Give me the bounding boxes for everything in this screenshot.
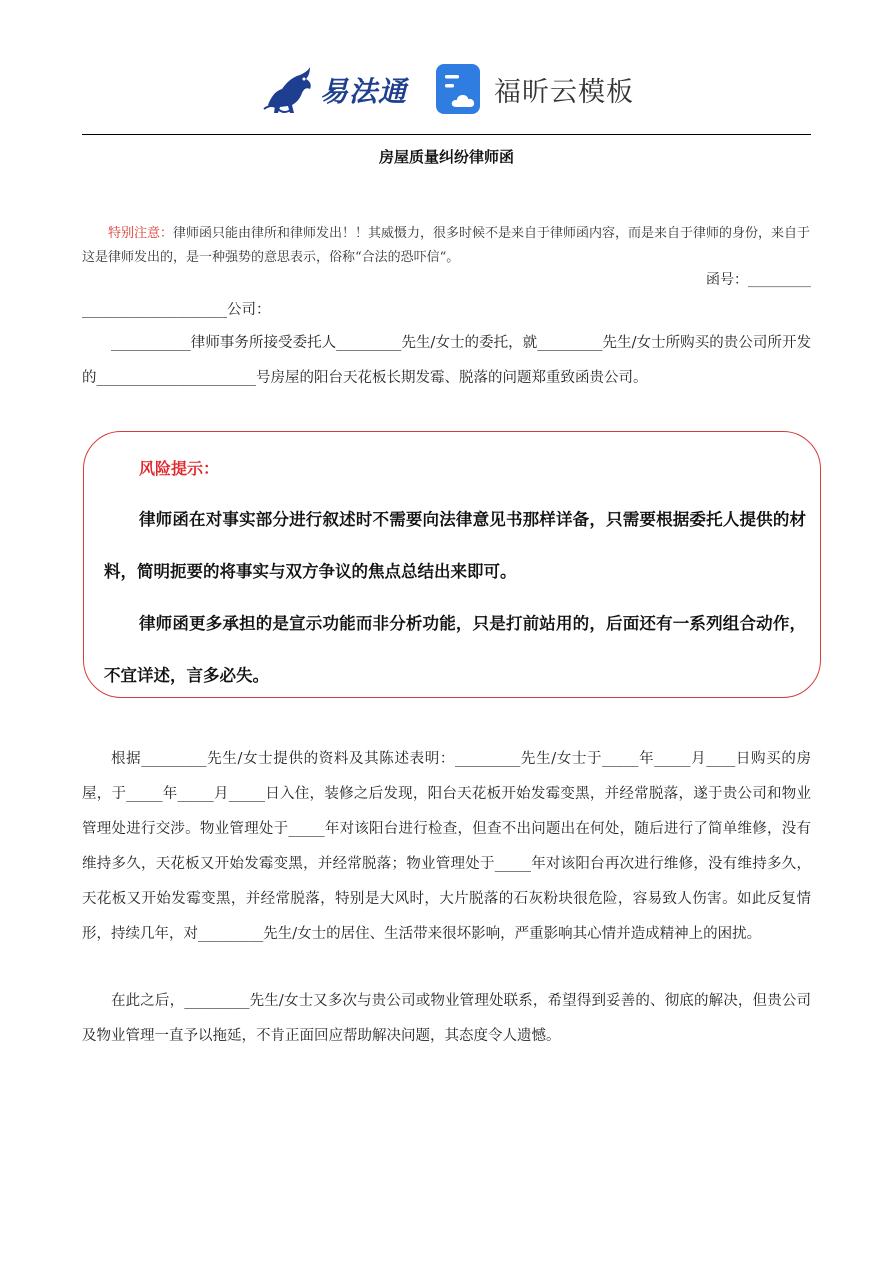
logo2-text: 福昕云模板 — [494, 76, 634, 108]
paragraph-3: 在此之后，_________先生/女士又多次与贵公司或物业管理处联系，希望得到妥善的、彻底的解决，但贵公司及物业管理一直予以拖延，不肯正面回应帮助解决问题，其态度令人遗憾。 — [82, 993, 811, 1044]
yifatong-logo — [262, 64, 407, 116]
notice-label: 特别注意： — [108, 226, 174, 241]
risk-paragraph-2: 律师函更多承担的是宣示功能而非分析功能，只是打前站用的，后面还有一系列组合动作，不宜详述，言多必失。 — [104, 614, 806, 685]
header-divider — [82, 134, 811, 135]
risk-paragraph-1: 律师函在对事实部分进行叙述时不需要向法律意见书那样详备，只需要根据委托人提供的材料，简明扼要的将事实与双方争议的焦点总结出来即可。 — [104, 510, 806, 581]
logo1-text: 易法通 — [320, 75, 408, 108]
qilin-logo-icon — [262, 65, 316, 115]
document-title: 房屋质量纠纷律师函 — [378, 148, 514, 166]
paragraph-1: ___________律师事务所接受委托人_________先生/女士的委托，就_________先生/女士所购买的贵公司所开发的______________________号房屋的阳台天花板长期发霉、脱落的问题郑重致函贵公司。 — [82, 335, 811, 386]
cloud-document-icon — [436, 64, 484, 114]
foxit-template-logo — [436, 64, 634, 114]
special-notice — [82, 222, 811, 270]
risk-title: 风险提示： — [139, 459, 220, 478]
header-logos — [0, 62, 893, 118]
risk-warning-box — [83, 431, 821, 698]
letter-number: 函号：_________ — [706, 272, 811, 288]
paragraph-2: 根据_________先生/女士提供的资料及其陈述表明：_________先生/女士于_____年_____月____日购买的房屋，于_____年_____月_____日入住，装修之后发现，阳台天花板开始发霉变黑，并经常脱落，遂于贵公司和物业管理处进行交涉。物业管理处于_____年对该阳台进行检查，但查不出问题出在何处，随后进行了简单维修，没有维持多久，天花板又开始发霉变黑，并经常脱落；物业管理处于_____年对该阳台再次进行维修，没有维持多久，天花板又开始发霉变黑，并经常脱落，特别是大风时，大片脱落的石灰粉块很危险，容易致人伤害。如此反复情形，持续几年，对_________先生/女士的居住、生活带来很坏影响，严重影响其心情并造成精神上的困扰。 — [82, 751, 811, 942]
notice-text: 律师函只能由律所和律师发出！！其威慑力，很多时候不是来自于律师函内容，而是来自于律师的身份，来自于这是律师发出的，是一种强势的意思表示，俗称“合法的恐吓信“。 — [82, 226, 811, 265]
recipient-line: ____________________公司： — [82, 302, 271, 318]
